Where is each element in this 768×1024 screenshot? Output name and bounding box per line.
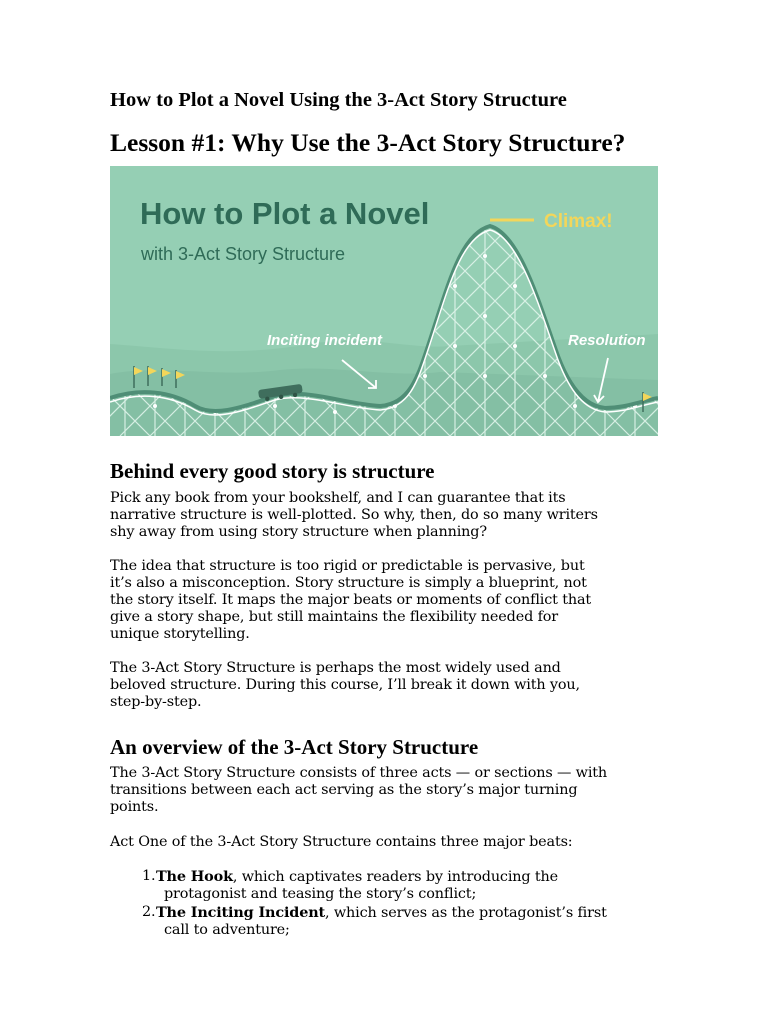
resolution-label: Resolution	[568, 332, 646, 349]
list-number: 1.	[142, 868, 156, 884]
document-title: How to Plot a Novel Using the 3-Act Story Structure	[110, 89, 567, 111]
text-line: step-by-step.	[110, 694, 202, 710]
beat-description: , which captivates readers by introducing the	[232, 869, 559, 885]
text-line: The idea that structure is too rigid or predictable is pervasive, but	[110, 558, 585, 574]
list-item	[110, 904, 670, 939]
paragraph-three-acts	[110, 765, 670, 816]
paragraph-act-one	[110, 834, 670, 851]
text-line: shy away from using story structure when planning?	[110, 524, 487, 540]
inciting-incident-label: Inciting incident	[267, 332, 382, 349]
paragraph-misconception	[110, 558, 670, 643]
beat-description-continued: protagonist and teasing the story’s conflict;	[164, 886, 477, 902]
text-line: unique storytelling.	[110, 626, 250, 642]
beat-description: , which serves as the protagonist’s first	[325, 905, 607, 921]
act-one-beats-list	[110, 868, 670, 940]
text-line: The 3-Act Story Structure is perhaps the most widely used and	[110, 660, 561, 676]
text-line: points.	[110, 799, 159, 815]
text-line: the story itself. It maps the major beats or moments of conflict that	[110, 592, 592, 608]
text-line: The 3-Act Story Structure consists of three acts — or sections — with	[110, 765, 608, 781]
list-number: 2.	[142, 904, 156, 920]
text-line: give a story shape, but still maintains the flexibility needed for	[110, 609, 558, 625]
text-line: beloved structure. During this course, I’ll break it down with you,	[110, 677, 580, 693]
text-line: transitions between each act serving as the story’s major turning	[110, 782, 578, 798]
section-heading-structure: Behind every good story is structure	[110, 459, 435, 483]
hero-title: How to Plot a Novel	[140, 196, 430, 231]
hero-illustration	[110, 166, 658, 436]
beat-description-continued: call to adventure;	[164, 922, 290, 938]
text-line: narrative structure is well-plotted. So why, then, do so many writers	[110, 507, 598, 523]
text-line: Act One of the 3-Act Story Structure contains three major beats:	[110, 834, 573, 850]
lesson-title: Lesson #1: Why Use the 3-Act Story Structure?	[110, 128, 626, 157]
beat-term: The Hook	[156, 868, 233, 885]
hero-subtitle: with 3-Act Story Structure	[141, 244, 346, 264]
beat-term: The Inciting Incident	[156, 904, 326, 921]
list-item	[110, 868, 670, 903]
paragraph-bookshelf	[110, 490, 670, 541]
text-line: Pick any book from your bookshelf, and I can guarantee that its	[110, 490, 566, 506]
climax-label: Climax!	[544, 211, 613, 232]
section-heading-overview: An overview of the 3-Act Story Structure	[110, 735, 479, 759]
text-line: it’s also a misconception. Story structure is simply a blueprint, not	[110, 575, 587, 591]
paragraph-widely-used	[110, 660, 670, 711]
